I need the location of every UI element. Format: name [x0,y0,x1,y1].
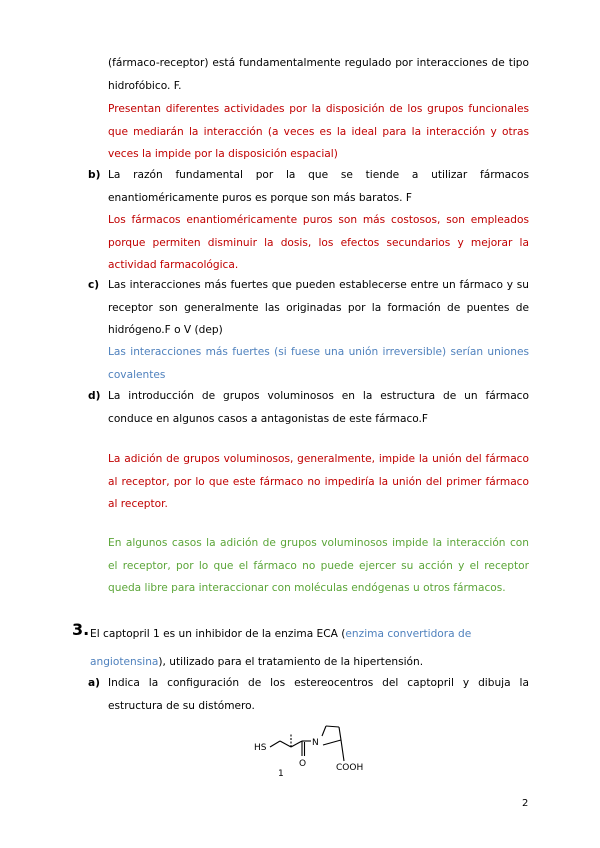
item-b-label: b) [88,169,101,181]
intro-question: (fármaco-receptor) está fundamentalmente regulado por interacciones de tipo hidrofóbico. F. [108,57,529,92]
question-3-number: 3. [72,620,90,639]
ring-bond-4 [323,740,341,745]
captopril-structure [240,712,380,782]
sh-label: HS [254,743,267,753]
item-3a-text: Indica la configuración de los estereocentros del captopril y dibuja la estructura de su distómero. [108,677,529,712]
item-d-answer-red: La adición de grupos voluminosos, generalmente, impide la unión del fármaco al receptor, por lo que este fármaco no impediría la unión del primer fármaco al receptor. [108,453,529,510]
intro-answer: Presentan diferentes actividades por la disposición de los grupos funcionales que mediarán la interacción (a veces es la ideal para la interacción y otras veces la impide por la disposición espacial) [108,103,529,160]
bond-ch2-ch [280,741,291,747]
item-c-answer: Las interacciones más fuertes (si fuese una unión irreversible) serían uniones covalentes [108,346,529,381]
item-d-question: La introducción de grupos voluminosos en la estructura de un fármaco conduce en algunos casos a antagonistas de este fármaco.F [108,390,529,425]
item-c-label: c) [88,279,100,291]
question-3-text-after: ), utilizado para el tratamiento de la hipertensión. [158,656,424,668]
bond-cooh [341,740,344,761]
item-3a-label: a) [88,677,100,689]
o-label: O [299,759,307,769]
bond-ch-co [291,741,302,747]
ring-bond-3 [339,727,341,740]
ring-bond-1 [322,726,326,736]
ring-bond-2 [326,726,339,727]
item-d-label: d) [88,390,101,402]
item-d-answer-green: En algunos casos la adición de grupos voluminosos impide la interacción con el receptor, por lo que el fármaco no puede ejercer su acción y el receptor queda libre para interaccionar con moléculas endógenas u otros fármacos. [108,537,529,594]
item-b-question: La razón fundamental por la que se tiende a utilizar fármacos enantioméricamente puros es porque son más baratos. F [108,169,529,204]
bond-s-ch2 [270,741,280,747]
item-b-answer: Los fármacos enantioméricamente puros son más costosos, son empleados porque permiten disminuir la dosis, los efectos secundarios y mejorar la actividad farmacológica. [108,214,529,271]
item-c-question: Las interacciones más fuertes que pueden establecerse entre un fármaco y su receptor son generalmente las originadas por la formación de puentes de hidrógeno.F o V (dep) [108,279,529,336]
compound-number: 1 [278,769,284,779]
n-label: N [312,738,319,748]
page-number: 2 [522,798,529,809]
question-3-text-before: El captopril 1 es un inhibidor de la enzima ECA ( [90,628,346,640]
question-3-text [90,620,530,676]
cooh-label: COOH [336,763,364,773]
question-3-link: enzima convertidora de angiotensina [90,628,472,668]
